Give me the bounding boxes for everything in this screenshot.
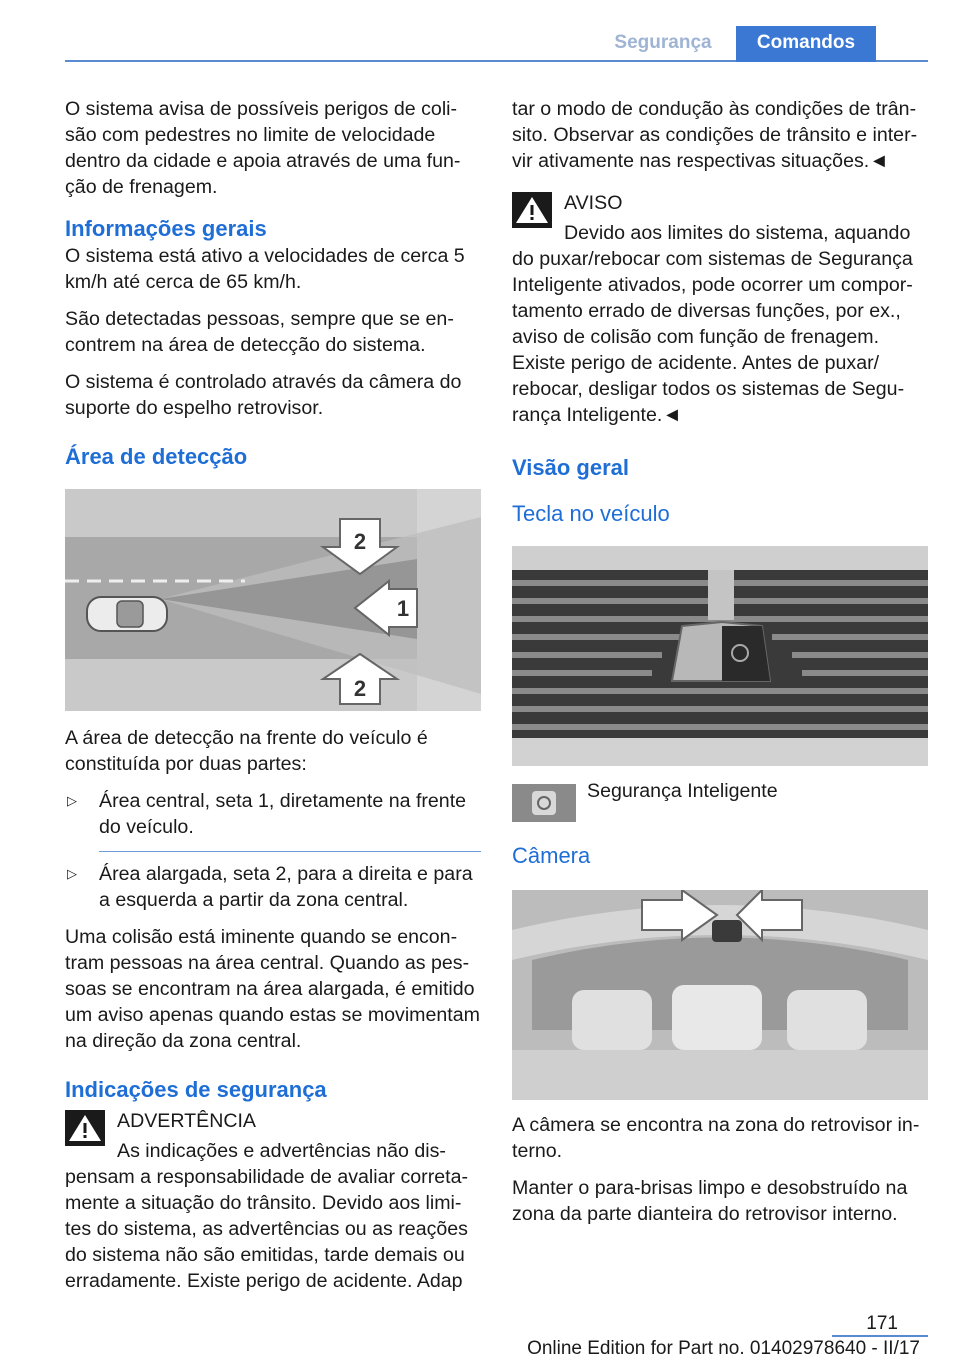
diagram-caption: A área de detecção na frente do veículo é constituída por duas partes: xyxy=(65,727,428,775)
page-number: 171 xyxy=(866,1313,898,1334)
heading-detection-area: Área de detecção xyxy=(65,444,248,469)
arrow-label-1: 1 xyxy=(396,596,410,621)
right-column xyxy=(512,96,928,1238)
camera-paragraph-2: Manter o para-brisas limpo e desobstruído na zona da parte dianteira do retrovisor interno. xyxy=(512,1177,908,1225)
list-item xyxy=(65,788,481,840)
paragraph-camera-control: O sistema é controlado através da câmera do suporte do espelho retrovisor. xyxy=(65,371,462,419)
arrow-label-2-bottom: 2 xyxy=(353,676,367,701)
paragraph-speed-range: O sistema está ativo a velocidades de cerca 5 km/h até cerca de 65 km/h. xyxy=(65,245,465,293)
bullet-text-extended: Área alargada, seta 2, para a direita e para a esquerda a partir da zona central. xyxy=(99,863,473,911)
warning-text: As indicações e advertências não dispensam a responsabilidade de avaliar corretamente a situação do trânsito. Devido aos limites do sistema, as advertências ou as reações do sistema não são emitidas, tarde demais ou erradamente. Existe perigo de acidente. Adap xyxy=(65,1140,468,1292)
arrow-label-2-top: 2 xyxy=(353,529,367,554)
bullet-divider xyxy=(99,851,481,852)
heading-general-info: Informações gerais xyxy=(65,216,267,241)
heading-camera: Câmera xyxy=(512,843,591,868)
notice-block xyxy=(512,190,928,216)
bullet-text-central: Área central, seta 1, diretamente na frente do veículo. xyxy=(99,790,467,838)
bullet-triangle-icon: ▷ xyxy=(67,793,77,808)
bullet-triangle-icon: ▷ xyxy=(67,866,77,881)
left-column xyxy=(65,96,481,1305)
heading-safety: Indicações de segurança xyxy=(65,1077,327,1102)
heading-overview: Visão geral xyxy=(512,455,629,480)
heading-vehicle-key: Tecla no veículo xyxy=(512,501,670,526)
notice-title: AVISO xyxy=(564,192,623,214)
list-item xyxy=(65,861,481,913)
intelligent-safety-button-icon xyxy=(512,784,576,822)
warning-triangle-icon xyxy=(65,1110,105,1146)
warning-title: ADVERTÊNCIA xyxy=(117,1110,257,1132)
notice-text: Devido aos limites do sistema, aquando do puxar/rebocar com sistemas de Segurança Inteligente ativados, pode ocorrer um comportamento errado de diversas funções, por ex., aviso de colisão com função de frenagem. Existe perigo de acidente. Antes de puxar/ rebocar, desligar todos os sistemas de Segurança Inteligente.◄ xyxy=(512,222,913,426)
key-legend-label: Segurança Inteligente xyxy=(587,780,778,802)
warning-continuation: tar o modo de condução às condições de trânsito. Observar as condições de trânsito e intervir ativamente nas respectivas situações.◄ xyxy=(512,98,918,172)
intro-paragraph: O sistema avisa de possíveis perigos de colisão com pedestres no limite de velocidade dentro da cidade e apoia através de uma função de frenagem. xyxy=(65,98,461,198)
camera-paragraph-1: A câmera se encontra na zona do retrovisor interno. xyxy=(512,1114,920,1162)
footer-rule xyxy=(832,1335,928,1337)
key-legend xyxy=(512,780,928,824)
warning-triangle-icon xyxy=(512,192,552,228)
warning-block xyxy=(65,1108,481,1134)
car-icon xyxy=(87,597,167,631)
edition-note: Online Edition for Part no. 01402978640 - II/17 xyxy=(527,1338,920,1359)
vehicle-key-image xyxy=(512,546,928,766)
paragraph-collision: Uma colisão está iminente quando se encontram pessoas na área central. Quando as pessoas se encontram na área alargada, é emitido um aviso apenas quando estas se movimentam na direção da zona central. xyxy=(65,926,480,1052)
paragraph-detection: São detectadas pessoas, sempre que se encontrem na área de detecção do sistema. xyxy=(65,308,454,356)
tab-comandos[interactable]: Comandos xyxy=(736,26,876,62)
detection-area-diagram xyxy=(65,489,481,711)
tab-seguranca[interactable]: Segurança xyxy=(614,32,712,53)
camera-location-image xyxy=(512,890,928,1100)
